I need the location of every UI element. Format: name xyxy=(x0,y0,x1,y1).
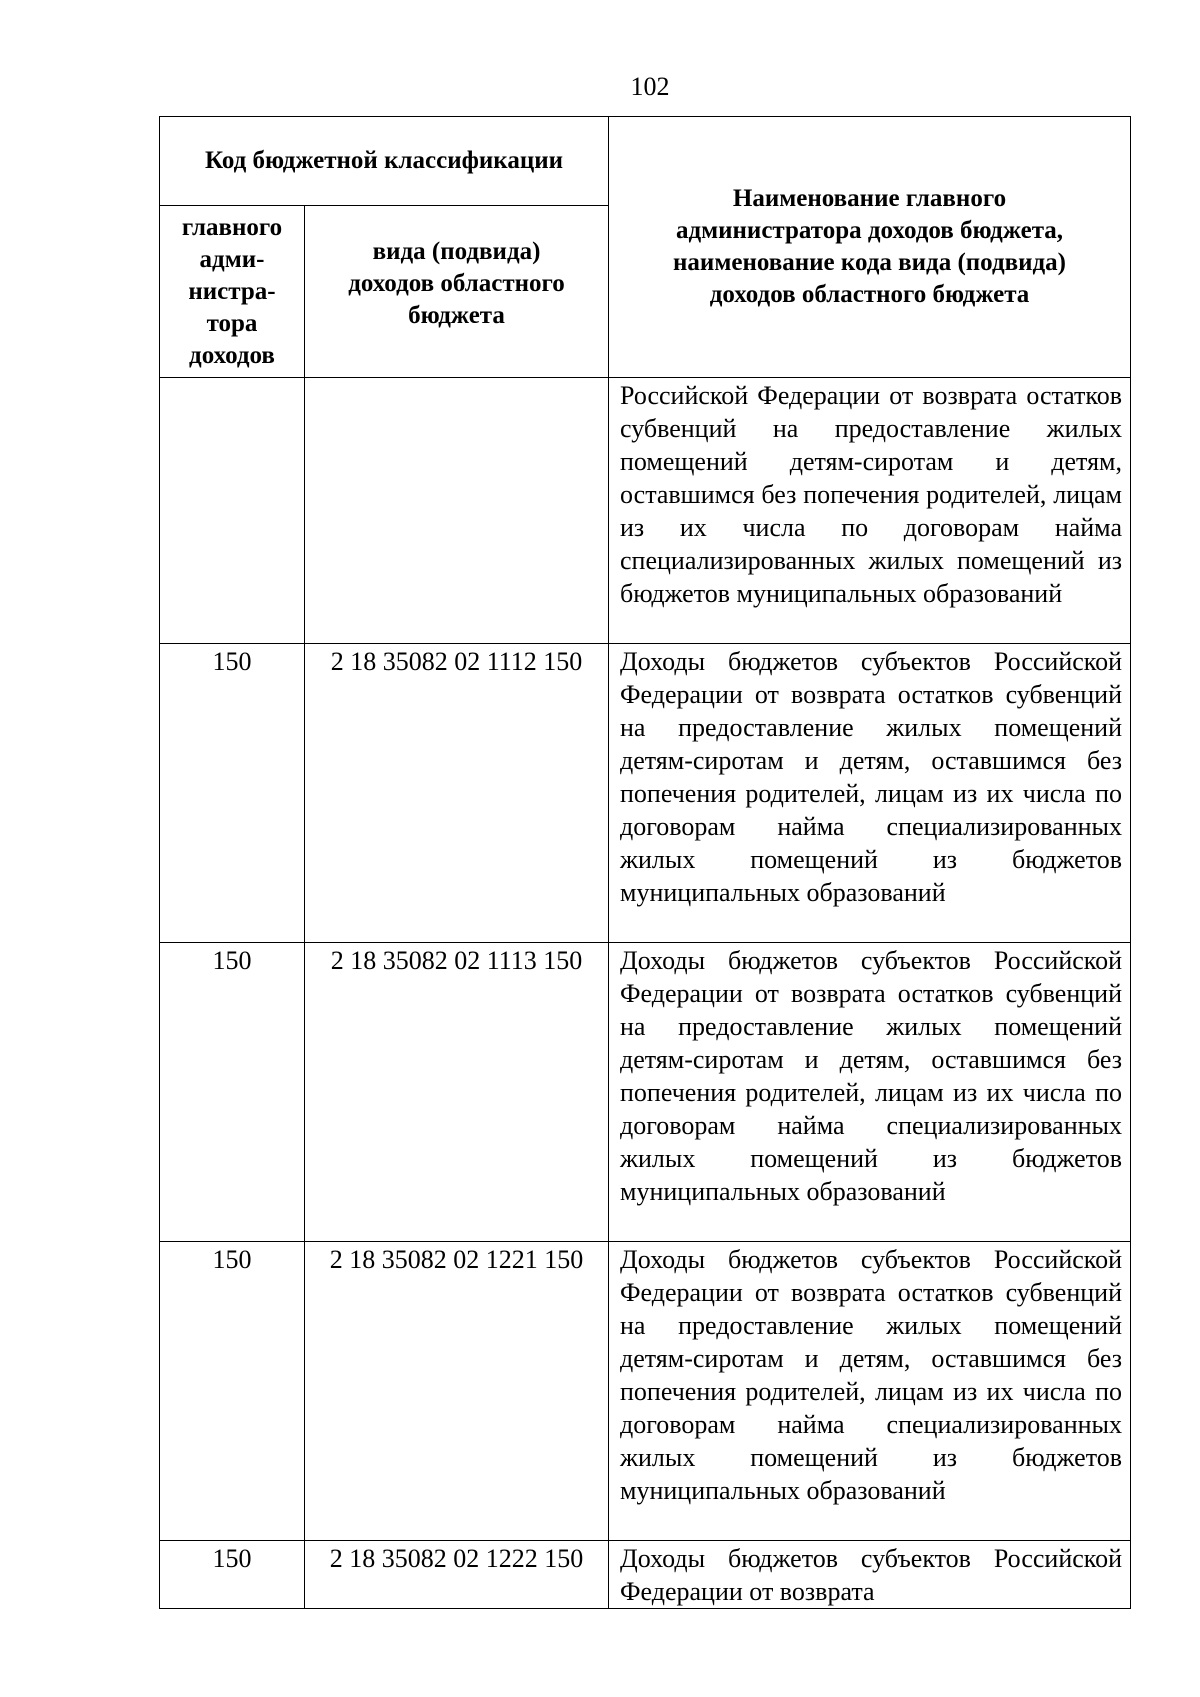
table-header-row-1 xyxy=(160,117,1131,206)
admin-code-cell: 150 xyxy=(160,1242,305,1541)
type-code-cell: 2 18 35082 02 1222 150 xyxy=(305,1541,609,1609)
admin-code-cell: 150 xyxy=(160,1541,305,1609)
description-cell xyxy=(609,1242,1131,1541)
admin-code-cell: 150 xyxy=(160,943,305,1242)
header-admin-cell xyxy=(160,206,305,378)
header-admin-line: главного xyxy=(181,214,283,241)
header-type-cell xyxy=(305,206,609,378)
description-text: Доходы бюджетов субъектов Российской Федерации от возврата xyxy=(620,1544,1122,1606)
table-row xyxy=(160,943,1131,1242)
header-admin-line: тора xyxy=(206,310,258,337)
type-code-cell: 2 18 35082 02 1221 150 xyxy=(305,1242,609,1541)
description-cell xyxy=(609,1541,1131,1609)
header-type-line: бюджета xyxy=(408,301,505,329)
header-name-line: наименование кода вида (подвида) xyxy=(673,249,1066,276)
description-text: Доходы бюджетов субъектов Российской Федерации от возврата остатков субвенций на предоставление жилых помещений детям-сиротам и детям, оставшимся без попечения родителей, лицам из их числа по договорам найма специализированных жилых помещений из бюджетов муниципальных образований xyxy=(620,946,1122,1206)
type-code-cell xyxy=(305,378,609,644)
header-admin-line: нистра- xyxy=(188,278,276,305)
header-name-cell xyxy=(609,117,1131,378)
description-cell xyxy=(609,943,1131,1242)
header-group-title: Код бюджетной классификации xyxy=(204,147,564,174)
description-text: Доходы бюджетов субъектов Российской Федерации от возврата остатков субвенций на предоставление жилых помещений детям-сиротам и детям, оставшимся без попечения родителей, лицам из их числа по договорам найма специализированных жилых помещений из бюджетов муниципальных образований xyxy=(620,1245,1122,1505)
type-code-cell: 2 18 35082 02 1113 150 xyxy=(305,943,609,1242)
table-row xyxy=(160,1541,1131,1609)
header-name-line: доходов областного бюджета xyxy=(709,281,1030,308)
description-text: Доходы бюджетов субъектов Российской Федерации от возврата остатков субвенций на предоставление жилых помещений детям-сиротам и детям, оставшимся без попечения родителей, лицам из их числа по договорам найма специализированных жилых помещений из бюджетов муниципальных образований xyxy=(620,647,1122,907)
admin-code-cell: 150 xyxy=(160,644,305,943)
table-row xyxy=(160,1242,1131,1541)
header-admin-line: адми- xyxy=(199,246,265,273)
table-row xyxy=(160,378,1131,644)
header-type-line: вида (подвида) xyxy=(372,237,541,265)
budget-classification-table xyxy=(159,116,1131,1609)
description-cell xyxy=(609,644,1131,943)
page-number: 102 xyxy=(630,72,670,101)
admin-code-cell xyxy=(160,378,305,644)
table-row xyxy=(160,644,1131,943)
description-text: Российской Федерации от возврата остатков субвенций на предоставление жилых помещений детям-сиротам и детям, оставшимся без попечения родителей, лицам из их числа по договорам найма специализированных жилых помещений из бюджетов муниципальных образований xyxy=(620,381,1122,608)
header-name-line: администратора доходов бюджета, xyxy=(675,217,1064,244)
header-admin-line: доходов xyxy=(189,342,275,369)
description-cell xyxy=(609,378,1131,644)
header-group-cell xyxy=(160,117,609,206)
header-name-line: Наименование главного xyxy=(732,185,1007,212)
type-code-cell: 2 18 35082 02 1112 150 xyxy=(305,644,609,943)
header-type-line: доходов областного xyxy=(348,269,565,297)
